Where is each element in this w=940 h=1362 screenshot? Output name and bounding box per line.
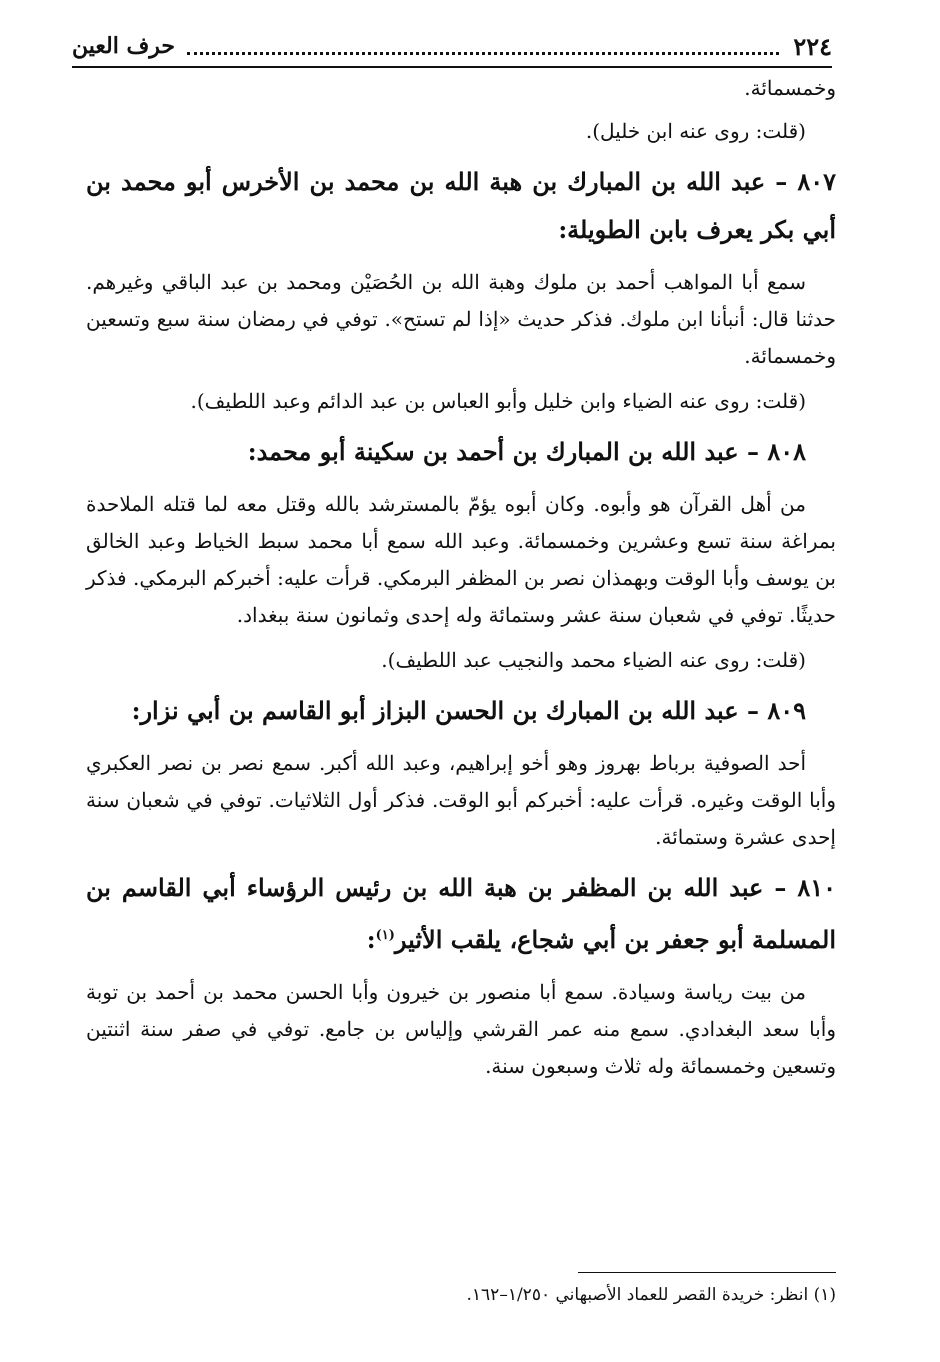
previous-entry-ending: وخمسمائة. [744, 76, 836, 100]
entry-807-body: سمع أبا المواهب أحمد بن ملوك وهبة الله بن الحُصَيْن ومحمد بن عبد الباقي وغيرهم. حدثنا قال: أنبأنا ابن ملوك. فذكر حديث «إذا لم تستح». توفي في رمضان سنة سبع وتسعين وخمسمائة. [86, 270, 836, 368]
entry-807-note: (قلت: روى عنه الضياء وابن خليل وأبو العباس بن عبد الدائم وعبد اللطيف). [190, 389, 806, 413]
entry-810-heading [86, 864, 836, 964]
footnote-reference[interactable]: (١) [375, 928, 395, 943]
page-body [86, 70, 836, 1085]
footnote-text: (١) انظر: خريدة القصر للعماد الأصبهاني ١/٢٥٠–١٦٢. [466, 1285, 836, 1305]
chapter-title: حرف العين [72, 33, 176, 59]
page-header [72, 26, 832, 68]
header-dot-leader [187, 38, 779, 55]
entry-808-body: من أهل القرآن هو وأبوه. وكان أبوه يؤمّ بالمسترشد بالله وقتل معه لما قتله الملاحدة بمراغة سنة تسع وعشرين وخمسمائة. وعبد الله سمع أبا محمد سبط الخياط وعبد الخالق بن يوسف وأبا الوقت وبهمذان نصر بن المظفر البرمكي. قرأت عليه: أخبركم البرمكي. فذكر حديثًا. توفي في شعبان سنة عشر وستمائة وله إحدى وثمانون سنة ببغداد. [86, 492, 836, 627]
previous-entry-note: (قلت: روى عنه ابن خليل). [585, 119, 806, 143]
entry-808-note: (قلت: روى عنه الضياء محمد والنجيب عبد اللطيف). [381, 648, 806, 672]
entry-808-heading: ٨٠٨ – عبد الله بن المبارك بن أحمد بن سكينة أبو محمد: [247, 437, 806, 466]
entry-810-heading-text: ٨١٠ – عبد الله بن المظفر بن هبة الله بن رئيس الرؤساء أبي القاسم بن المسلمة أبو جعفر بن أبي شجاع، يلقب الأثير [86, 873, 836, 954]
entry-810-heading-colon: : [366, 925, 376, 954]
entry-810-body: من بيت رياسة وسيادة. سمع أبا منصور بن خيرون وأبا الحسن محمد بن أحمد بن توبة وأبا سعد البغدادي. سمع منه عمر القرشي وإلياس بن جامع. توفي في صفر سنة اثنتين وتسعين وخمسمائة وله ثلاث وسبعون سنة. [86, 980, 836, 1078]
entry-809-body: أحد الصوفية برباط بهروز وهو أخو إبراهيم، وعبد الله أكبر. سمع نصر بن نصر العكبري وأبا الوقت وغيره. قرأت عليه: أخبركم أبو الوقت. فذكر أول الثلاثيات. توفي في شعبان سنة إحدى عشرة وستمائة. [86, 751, 836, 849]
footnote-separator [578, 1272, 836, 1273]
page-number: ٢٢٤ [793, 31, 832, 61]
entry-807-heading: ٨٠٧ – عبد الله بن المبارك بن هبة الله بن محمد بن الأخرس أبو محمد بن أبي بكر يعرف بابن الطويلة: [86, 167, 836, 244]
entry-809-heading: ٨٠٩ – عبد الله بن المبارك بن الحسن البزاز أبو القاسم بن أبي نزار: [131, 696, 806, 725]
